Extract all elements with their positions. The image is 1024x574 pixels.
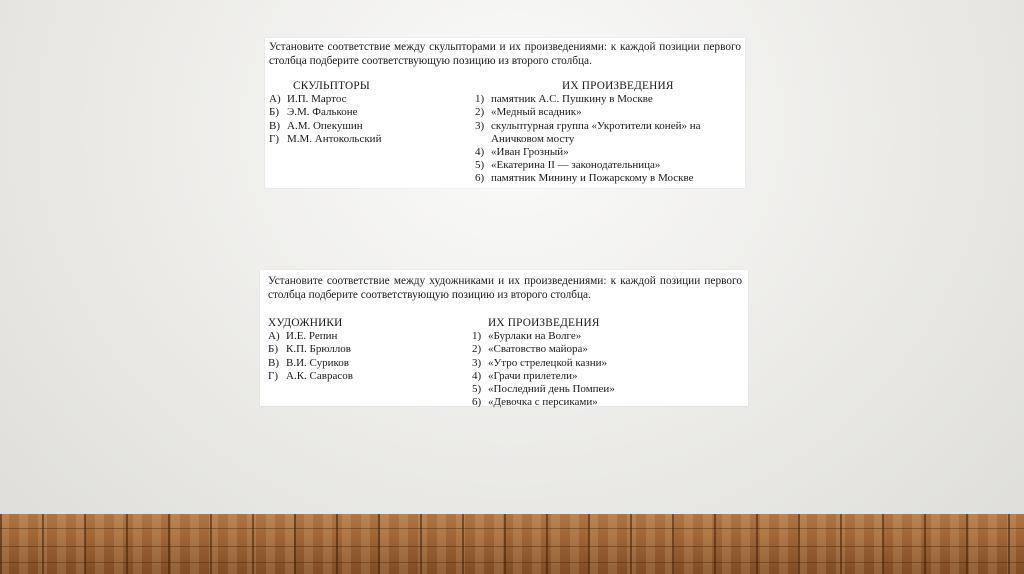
wooden-floor — [0, 514, 1024, 574]
column-header: ИХ ПРОИЗВЕДЕНИЯ — [488, 317, 600, 329]
list-item: 5) «Екатерина II — законодательница» — [475, 159, 661, 172]
floor-seam — [0, 546, 1024, 547]
task-card-painters — [260, 270, 748, 409]
list-item: В) В.И. Суриков — [268, 356, 349, 369]
column-header: ХУДОЖНИКИ — [268, 317, 343, 329]
list-item: 6) «Девочка с персиками» — [472, 396, 598, 409]
list-item: 3) «Утро стрелецкой казни» — [472, 356, 608, 369]
list-item: 1) памятник А.С. Пушкину в Москве — [475, 93, 653, 106]
list-item: 3) скульптурная группа «Укротители коней» на — [475, 119, 701, 132]
list-item: В) А.М. Опекушин — [269, 119, 363, 132]
list-item: 6) памятник Минину и Пожарскому в Москве — [475, 172, 694, 185]
left-column-painters — [268, 317, 458, 383]
list-item: 4) «Иван Грозный» — [475, 146, 569, 159]
column-header: ИХ ПРОИЗВЕДЕНИЯ — [562, 80, 674, 92]
floor-seam — [0, 562, 1024, 563]
right-column-works — [475, 80, 743, 186]
list-item: Г) А.К. Саврасов — [268, 369, 353, 382]
column-header: СКУЛЬПТОРЫ — [293, 80, 370, 92]
list-item: 4) «Грачи прилетели» — [472, 369, 578, 382]
floor-seam — [0, 528, 1024, 529]
list-item: Б) Э.М. Фальконе — [269, 106, 358, 119]
list-item: 2) «Сватовство майора» — [472, 343, 588, 356]
list-item: А) И.П. Мартос — [269, 93, 347, 106]
task-card-sculptors — [265, 38, 745, 188]
task-text: Установите соответствие между художниками и их произведениями: к каждой позиции первого столбца подберите соответствующую позицию из второго столбца. — [268, 275, 742, 301]
right-column-paintings — [472, 317, 732, 409]
list-item: Б) К.П. Брюллов — [268, 343, 351, 356]
list-item: А) И.Е. Репин — [268, 330, 338, 343]
left-column-sculptors — [269, 80, 459, 146]
list-item: 2) «Медный всадник» — [475, 106, 582, 119]
task-text: Установите соответствие между скульпторами и их произведениями: к каждой позиции первого столбца подберите соответствующую позицию из второго столбца. — [269, 41, 741, 67]
list-item-continuation: Аничковом мосту — [491, 132, 575, 145]
list-item: Г) М.М. Антокольский — [269, 132, 382, 145]
list-item: 5) «Последний день Помпеи» — [472, 383, 615, 396]
list-item: 1) «Бурлаки на Волге» — [472, 330, 582, 343]
